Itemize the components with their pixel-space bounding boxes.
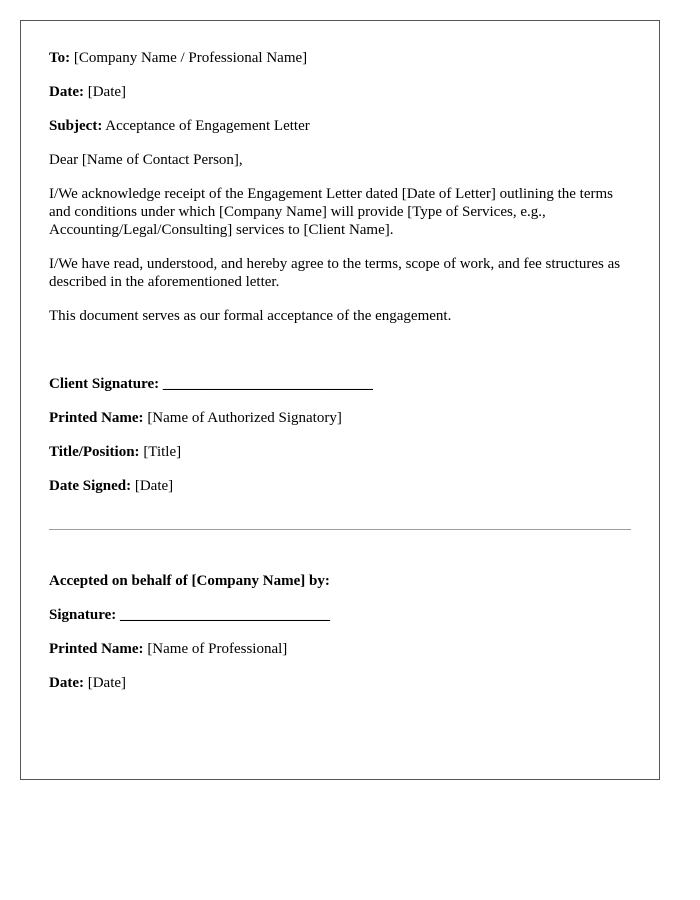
section-divider [49, 529, 631, 530]
client-signature-blank: ____________________________ [162, 376, 373, 392]
client-title-value: [Title] [143, 444, 182, 460]
to-label: To: [49, 50, 71, 66]
company-printed-name-value: [Name of Professional] [147, 641, 288, 657]
client-date-signed-label: Date Signed: [49, 478, 132, 494]
paragraph-formal-acceptance: This document serves as our formal acceptance of the engagement. [49, 308, 452, 324]
client-title-label: Title/Position: [49, 444, 140, 460]
date-value: [Date] [87, 84, 127, 100]
client-printed-name-value: [Name of Authorized Signatory] [147, 410, 342, 426]
company-date-value: [Date] [87, 675, 127, 691]
paragraph-agreement: I/We have read, understood, and hereby agree to the terms, scope of work, and fee structures as described in the aforementioned letter. [49, 256, 621, 290]
client-title-line [49, 443, 631, 461]
to-line [49, 49, 631, 67]
company-printed-name-line [49, 640, 631, 658]
company-date-line [49, 674, 631, 692]
date-label: Date: [49, 84, 84, 100]
client-date-signed-line [49, 477, 631, 495]
spacer [49, 341, 631, 375]
acceptance-letter [20, 20, 660, 780]
salutation: Dear [Name of Contact Person], [49, 152, 243, 168]
client-printed-name-label: Printed Name: [49, 410, 144, 426]
date-line [49, 83, 631, 101]
company-signature-line [49, 606, 631, 624]
client-date-signed-value: [Date] [134, 478, 174, 494]
subject-line [49, 117, 631, 135]
company-date-label: Date: [49, 675, 84, 691]
company-signature-blank: ____________________________ [119, 607, 330, 623]
company-accepted-heading [49, 572, 631, 590]
subject-label: Subject: [49, 118, 103, 134]
to-value: [Company Name / Professional Name] [73, 50, 308, 66]
company-printed-name-label: Printed Name: [49, 641, 144, 657]
company-accepted-label: Accepted on behalf of [Company Name] by: [49, 573, 330, 589]
company-signature-label: Signature: [49, 607, 117, 623]
subject-value: Acceptance of Engagement Letter [105, 118, 310, 134]
paragraph-acknowledgement: I/We acknowledge receipt of the Engagement Letter dated [Date of Letter] outlining the terms and conditions under which [Company Name] will provide [Type of Services, e.g., Accounting/Legal/Consulting] services to [Client Name]. [49, 186, 613, 238]
client-printed-name-line [49, 409, 631, 427]
client-signature-line [49, 375, 631, 393]
client-signature-label: Client Signature: [49, 376, 160, 392]
